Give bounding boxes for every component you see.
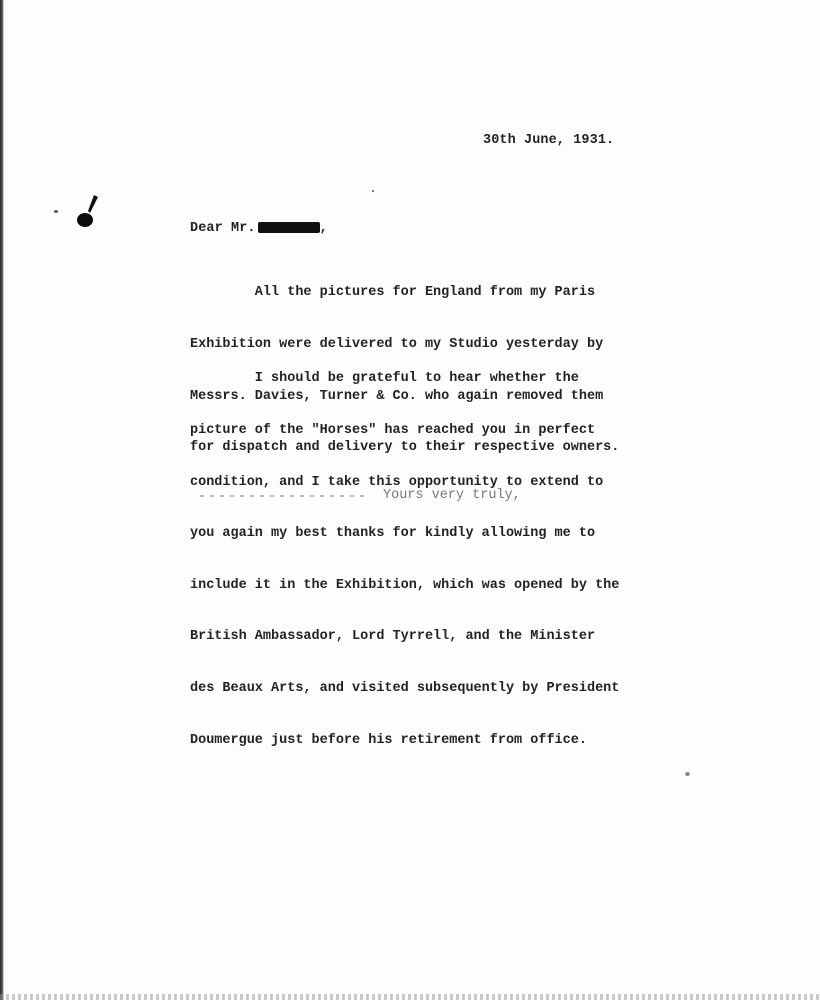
paragraph-line: condition, and I take this opportunity to extend to — [190, 474, 604, 490]
paragraph-line: Exhibition were delivered to my Studio yesterday by — [190, 337, 604, 353]
salutation-prefix: Dear Mr. — [190, 221, 256, 236]
salutation-comma: , — [319, 221, 328, 236]
scan-speck — [372, 190, 374, 192]
paragraph-line: British Ambassador, Lord Tyrrell, and the Minister — [190, 629, 596, 645]
faint-dash-row — [200, 495, 370, 497]
letter-paragraph-2 — [190, 336, 619, 783]
paragraph-line: Messrs. Davies, Turner & Co. who again removed them — [190, 388, 604, 404]
paragraph-line: Doumergue just before his retirement from office. — [190, 732, 587, 748]
scan-speck — [54, 210, 58, 213]
scan-speck — [685, 772, 690, 776]
paragraph-line: include it in the Exhibition, which was opened by the — [190, 577, 620, 593]
paragraph-line: picture of the "Horses" has reached you in perfect — [190, 423, 596, 439]
paragraph-line: All the pictures for England from my Paris — [190, 285, 596, 301]
paragraph-line: for dispatch and delivery to their respective owners. — [190, 440, 620, 456]
letter-salutation — [190, 220, 328, 237]
letter-closing: Yours very truly, — [383, 488, 521, 503]
letter-date: 30th June, 1931. — [483, 133, 615, 148]
paragraph-line: you again my best thanks for kindly allowing me to — [190, 526, 596, 542]
redacted-name — [258, 222, 320, 233]
scan-left-edge — [0, 0, 4, 1000]
paragraph-line: I should be grateful to hear whether the — [190, 371, 579, 387]
scan-bottom-edge — [0, 994, 820, 1000]
paragraph-line: des Beaux Arts, and visited subsequently by President — [190, 681, 620, 697]
ink-blot-mark — [76, 193, 100, 229]
